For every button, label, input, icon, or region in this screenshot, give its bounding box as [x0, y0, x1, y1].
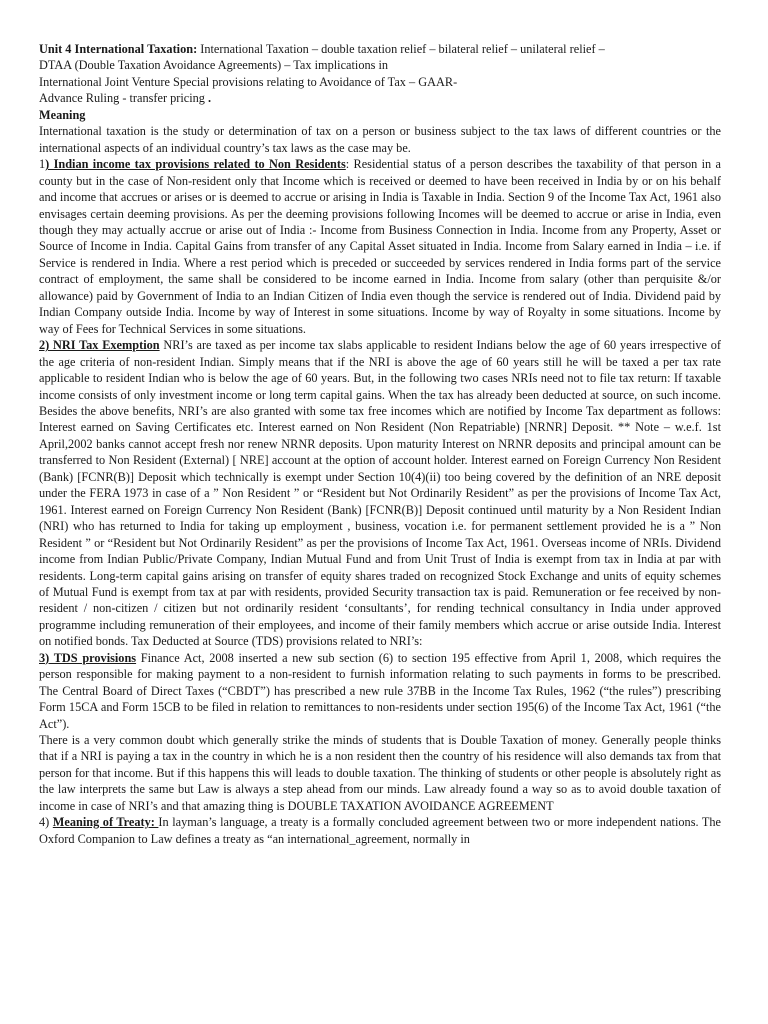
section-2-heading: 2) NRI Tax Exemption: [39, 338, 160, 353]
cbdt-paragraph: The Central Board of Direct Taxes (“CBDT”) has prescribed a new rule 37BB in the Income Tax Rules, 1962 (“the rules”) prescribing Form 15CA and Form 15CB to be filed in relation to remittances to non-residents under section 195(6) of the Income Tax Act, 1961 (“the Act”).: [39, 683, 721, 731]
section-1-heading: ) Indian income tax provisions related to Non Residents: [45, 157, 346, 172]
section-3-paragraph: [39, 650, 721, 683]
section-4-body: In layman’s language, a treaty is a formally concluded agreement between two or more independent nations. The Oxford Companion to Law defines a treaty as “an international_agreement, normally in: [39, 815, 721, 846]
meaning-heading: Meaning: [39, 107, 86, 122]
section-1-number: 1: [39, 157, 46, 172]
header-line1: [39, 41, 721, 57]
section-1-paragraph: [39, 156, 721, 337]
section-3-body: Finance Act, 2008 inserted a new sub section (6) to section 195 effective from April 1, 2008, which requires the person responsible for making payment to a non-resident to furnish information relating to such payments in forms to be prescribed.: [39, 650, 722, 682]
section-3-heading: 3) TDS provisions: [39, 650, 137, 665]
section-4-number: 4): [39, 815, 53, 830]
section-2-body: NRI’s are taxed as per income tax slabs applicable to resident Indians below the age of 60 years irrespective of the age criteria of non-resident Indian. Simply means that if the NRI is above the age of 60 years still he will be taxed a per tax rate applicable to resident Indian who is below the age of 60 years. But, in the following two cases NRIs need not to file tax return: If taxable income consists of only investment income or long term capital gains. When the tax has already been deducted at source, on such income. Besides the above benefits, NRI’s are also granted with some tax free incomes which are notified by Income Tax department as follows: Interest earned on Saving Certificates etc. Interest earned on Non Resident (Non Repatriable) [NRNR] Deposit. ** Note – w.e.f. 1st April,2002 banks cannot accept fresh nor renew NRNR deposits. Upon maturity Interest on NRNR deposits and principal amount can be transferred to Non Resident (External) [ NRE] account at the option of account holder. Interest earned on Foreign Currency Non Resident (Bank) [FCNR(B)] Deposit which technically is exempt under Section 10(4)(ii) too being covered by the definition of an NRE deposit under the FERA 1973 in case of a ” Non Resident ” or “Resident but Not Ordinarily Resident” as per the provisions of Income Tax Act, 1961. Interest earned on Foreign Currency Non Resident (Bank) [FCNR(B)] Deposit continued until maturity by a Non Resident Indian (NRI) who has returned to India for taking up employment , business, vocation i.e. for permanent settlement provided he is a ” Non Resident ” or “Resident but Not Ordinarily Resident” as per the provisions of Income Tax Act, 1961. Overseas income of NRIs. Dividend income from Indian Public/Private Company, Indian Mutual Fund and from Unit Trust of India is exempt from tax in India at par with residents. Long-term capital gains arising on transfer of equity shares traded on recognized Stock Exchange and units of equity schemes of Mutual Fund is exempt from tax at par with residents, provided Security transaction tax is paid. Remuneration or fee received by non-resident / non-citizen / citizen but not ordinarily resident ‘consultants’, for rending technical consultancy in India under approved programme including remuneration of their employees, and income of their family members which accrue or arise outside India. Interest on notified bonds. Tax Deducted at Source (TDS) provisions related to NRI’s:: [39, 338, 721, 649]
section-2-paragraph: [39, 337, 721, 650]
header-line2: DTAA (Double Taxation Avoidance Agreements) – Tax implications in: [39, 58, 389, 73]
meaning-paragraph: International taxation is the study or determination of tax on a person or business subject to the tax laws of different countries or the international aspects of an individual country’s tax laws as the case may be.: [39, 124, 721, 155]
header-line4: Advance Ruling - transfer pricing .: [39, 91, 212, 106]
unit-topics: International Taxation – double taxation relief – bilateral relief – unilateral relief –: [197, 42, 605, 56]
section-4-heading: Meaning of Treaty:: [52, 815, 159, 830]
unit-title: Unit 4 International Taxation:: [39, 42, 198, 56]
section-1-body: : Residential status of a person describes the taxability of that person in a county but in the case of Non-resident only that Income which is received or deemed to have been received in India by or on his behalf and income that accrues or arises or is deemed to accrue or arising in India is Taxable in India. Section 9 of the Income Tax Act, 1961 also envisages certain deeming provisions. As per the deeming provisions following Incomes will be deemed to accrue or arise in India, even though they may actually accrue or arise out of India :- Income from Business Connection in India. Income from any Property, Asset or Source of Income in India. Capital Gains from transfer of any Capital Asset situated in India. Income from Salary earned in India – i.e. if Service is rendered in India. Where a rest period which is preceded or succeeded by services rendered in India forms part of the service contract of employment, the same shall be considered to be income earned in India. Income from salary (other than perquisite &/or allowance) paid by Government of India to an Indian Citizen of India even though the service is rendered out of India. Dividend paid by Indian Company outside India. Income by way of Interest in some situations. Income by way of Royalty in some situations. Income by way of Fees for Technical Services in some situations.: [39, 157, 721, 336]
document-page: [39, 41, 721, 847]
double-taxation-paragraph: There is a very common doubt which generally strike the minds of students that is Double Taxation of money. Generally people thinks that if a NRI is paying a tax in the country in which he is a non resident then the country of his residence will also demands tax from that person for that income. But if this happens this will leads to double taxation. The thinking of students or other people is absolutely right as the law interprets the same but Law is always a step ahead from our minds. Law already found a way so as to avoid double taxation of income in case of NRI’s and that amazing thing is DOUBLE TAXATION AVOIDANCE AGREEMENT: [39, 733, 721, 813]
section-4-paragraph: [39, 814, 721, 847]
header-line3: International Joint Venture Special provisions relating to Avoidance of Tax – GAAR-: [39, 74, 458, 89]
